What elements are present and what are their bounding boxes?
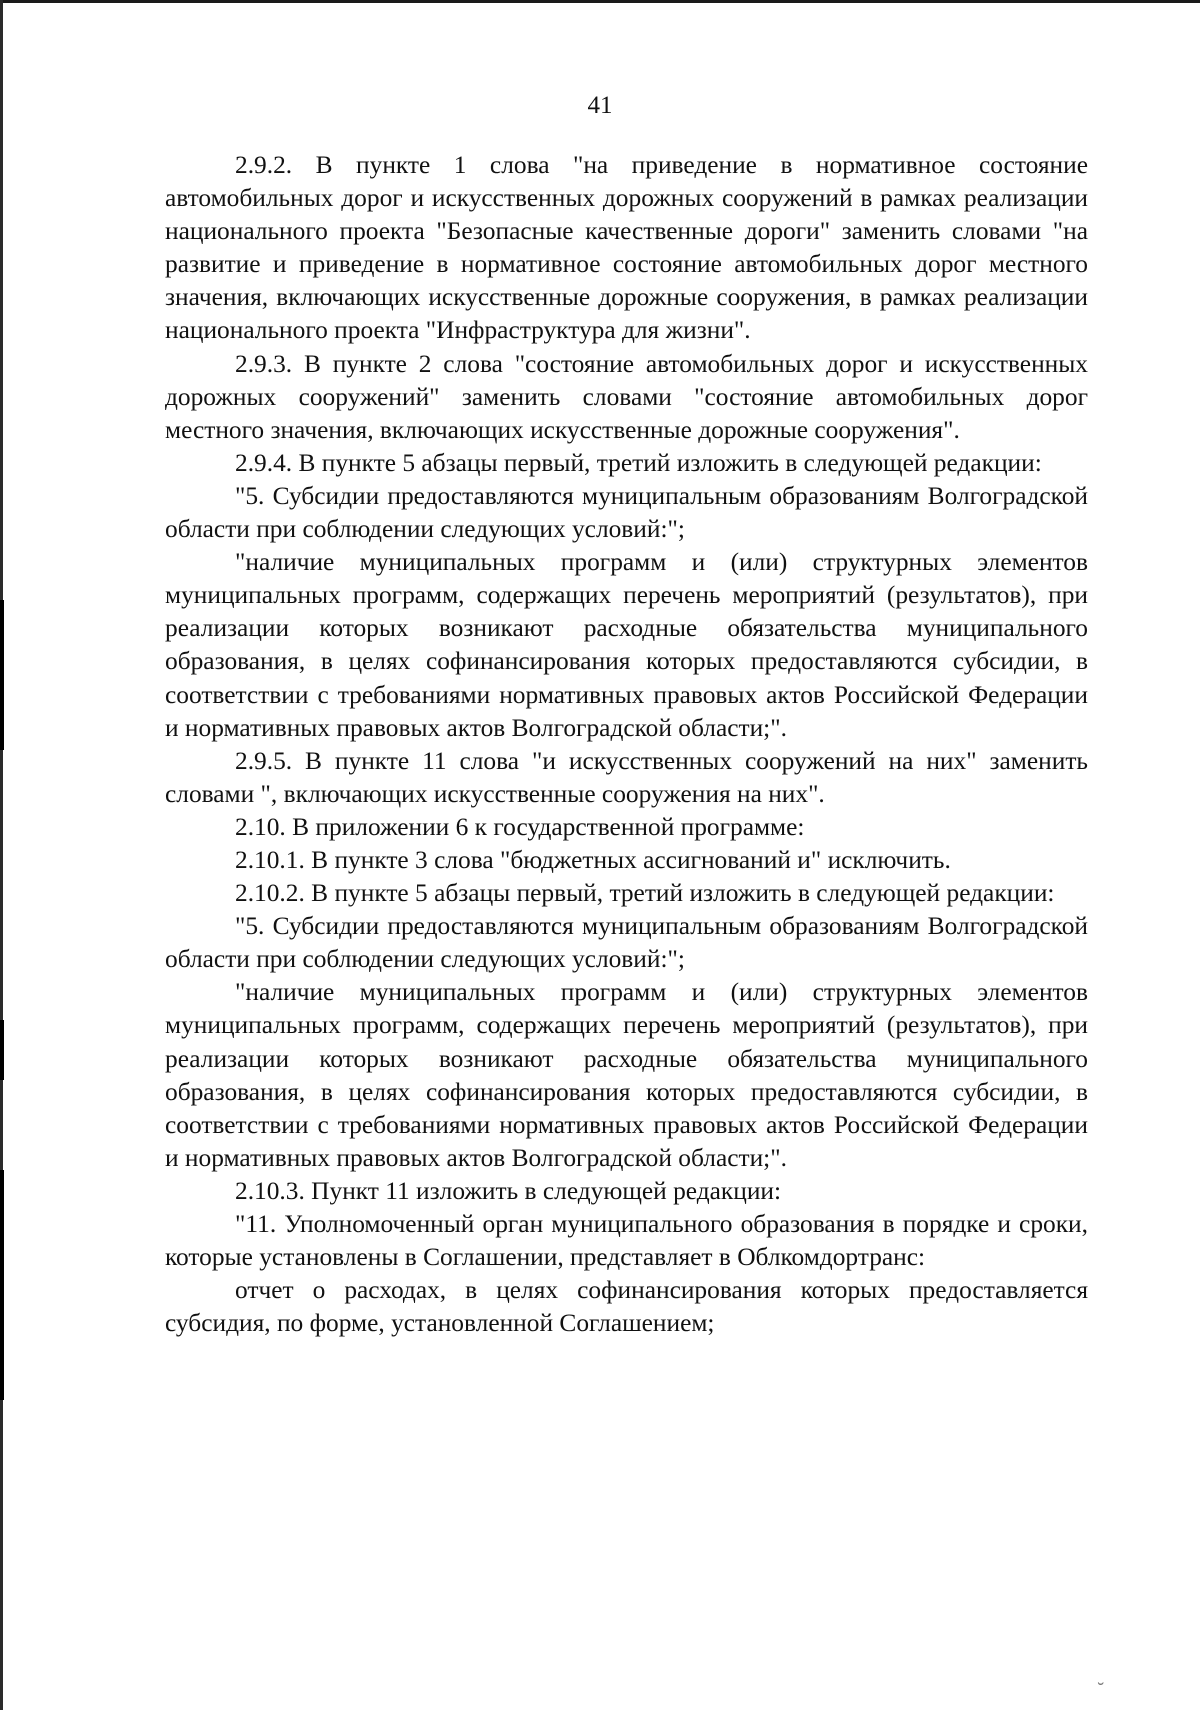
scan-margin-mark [0,600,4,750]
document-body [165,149,1088,1340]
scan-left-edge [0,0,3,1710]
scan-margin-mark [0,1020,4,1080]
scan-top-edge [0,0,1200,3]
paragraph-report: отчет о расходах, в целях софинансирования которых предоставляется субсидия, по форме, установленной Соглашением; [165,1276,1088,1338]
page-number: 41 [587,92,613,119]
paragraph-2-9-3: 2.9.3. В пункте 2 слова "состояние автомобильных дорог и искусственных дорожных сооружений" заменить словами "состояние автомобильных дорог местного значения, включающих искусственные дорожные сооружения". [165,349,1088,444]
paragraph-quote-5: "5. Субсидии предоставляются муниципальным образованиям Волгоградской области при соблюдении следующих условий:"; [165,481,1088,544]
paragraph-quote-conditions: "наличие муниципальных программ и (или) структурных элементов муниципальных программ, содержащих перечень мероприятий (результатов), при реализации которых возникают расходные обязательства муниципального образования, в целях софинансирования которых предоставляются субсидии, в соответствии с требованиями нормативных правовых актов Российской Федерации и нормативных правовых актов Волгоградской области;". [165,548,1088,742]
paragraph-2-10-3: 2.10.3. Пункт 11 изложить в следующей редакции: [235,1176,782,1205]
corner-scan-mark: ˘ [1097,1679,1104,1701]
paragraph-2-10-2: 2.10.2. В пункте 5 абзацы первый, третий изложить в следующей редакции: [235,879,1055,908]
paragraph-2-9-2: 2.9.2. В пункте 1 слова "на приведение в нормативное состояние автомобильных дорог и искусственных дорожных сооружений в рамках реализации национального проекта "Безопасные качественные дороги" заменить словами "на развитие и приведение в нормативное состояние автомобильных дорог местного значения, включающих искусственные дорожные сооружения, в рамках реализации национального проекта "Инфраструктура для жизни". [165,151,1088,345]
paragraph-quote-5-second: "5. Субсидии предоставляются муниципальным образованиям Волгоградской области при соблюдении следующих условий:"; [165,912,1088,974]
paragraph-2-10-1: 2.10.1. В пункте 3 слова "бюджетных ассигнований и" исключить. [235,845,951,874]
paragraph-quote-conditions-second: "наличие муниципальных программ и (или) структурных элементов муниципальных программ, содержащих перечень мероприятий (результатов), при реализации которых возникают расходные обязательства муниципального образования, в целях софинансирования которых предоставляются субсидии, в соответствии с требованиями нормативных правовых актов Российской Федерации и нормативных правовых актов Волгоградской области;". [165,978,1088,1172]
paragraph-quote-11: "11. Уполномоченный орган муниципального образования в порядке и сроки, которые установлены в Соглашении, представляет в Облкомдортранс: [165,1210,1088,1272]
scan-margin-mark [0,1170,4,1400]
paragraph-2-9-4: 2.9.4. В пункте 5 абзацы первый, третий изложить в следующей редакции: [235,448,1042,477]
paragraph-2-10: 2.10. В приложении 6 к государственной программе: [235,812,805,841]
paragraph-2-9-5: 2.9.5. В пункте 11 слова "и искусственных сооружений на них" заменить словами ", включающих искусственные сооружения на них". [165,746,1088,808]
